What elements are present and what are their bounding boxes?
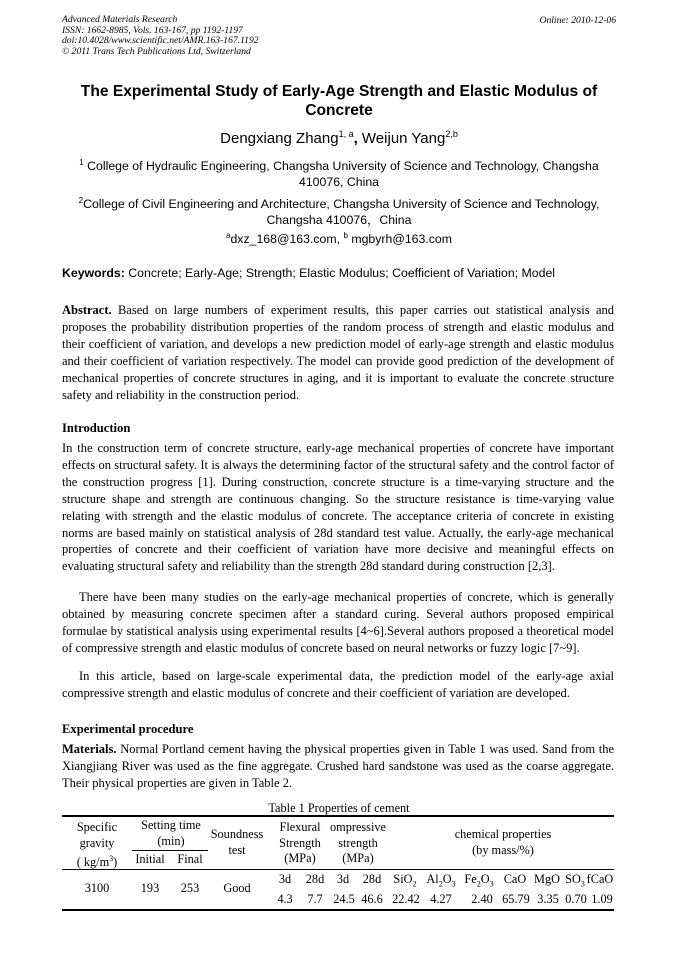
materials-text: Normal Portland cement having the physical properties given in Table 1 was used. Sand from the Xiangjiang River was used as the fine aggregate. Crushed hard sandstone was used as the coarse aggregate. Their physical properties are given in Table 2. <box>62 742 615 790</box>
introduction-paragraph-1: In the construction term of concrete structure, early-age mechanical properties of concrete have important effects on structural safety. It is always the determining factor of the structural safety and the control factor of the construction progress [1]. During construction, concrete structure is a time-varying structure and the structure shape and strength are continuous changing. So the structure resistance is time-varying value relating with strength and the elastic modulus of concrete. The acceptance criteria of concrete in existing norms are based mainly on statistical analysis of 28d standard test value. Actually, the early-age mechanical properties of concrete and their coefficient of variation have more decisive and meaningful effects on evaluating structural safety and reliability than the strength 28d standard during construction [2,3]. <box>62 441 614 574</box>
header-soundness-line-2: test <box>228 842 246 857</box>
table-header-rule <box>62 869 614 870</box>
setting-time-rule <box>132 850 208 851</box>
sio2-sub: 2 <box>412 879 417 889</box>
flex-28d-label: 28d <box>305 872 325 886</box>
chem-cao-label: CaO <box>503 872 527 886</box>
abstract-text: Based on large numbers of experiment results, this paper carries out statistical analysis and proposes the probability distribution properties of the random process of strength and elastic modulus and their coefficient of variation, and develops a new prediction model of early-age strength and elastic modulus and their coefficient of variation respectively. The model can provide good prediction of the development of mechanical properties of concrete structures in aging, and it is important to evaluate the concrete structure safety and reliability in the construction period. <box>62 303 614 402</box>
author-2-sup: 2,b <box>445 129 458 139</box>
email-b-sup: b <box>343 231 348 240</box>
affiliation-1-text: College of Hydraulic Engineering, Changsha University of Science and Technology, Changsha 410076, China <box>87 159 599 190</box>
value-specific-gravity: 3100 <box>84 881 110 895</box>
header-flexural-line-1: Flexural <box>279 820 321 834</box>
chem-sio2-label <box>388 872 422 892</box>
materials-label: Materials. <box>62 742 117 756</box>
value-fcao: 1.09 <box>591 892 613 906</box>
value-fe2o3: 2.40 <box>471 892 493 906</box>
value-comp-3d: 24.5 <box>333 892 355 906</box>
email-line <box>62 231 616 246</box>
table-1 <box>62 815 614 911</box>
comp-3d-label: 3d <box>336 872 350 886</box>
header-chemical-line-2: (by mass/%) <box>472 842 534 857</box>
keywords-label: Keywords: <box>62 266 125 280</box>
value-flex-28d: 7.7 <box>307 892 323 906</box>
header-setting-line-1: Setting time <box>141 818 201 832</box>
journal-name: Advanced Materials Research <box>62 14 178 25</box>
comp-28d-label: 28d <box>362 872 382 886</box>
affiliation-2-sup: 2 <box>78 196 84 205</box>
introduction-heading: Introduction <box>62 421 131 435</box>
header-flexural-line-2: Strength <box>279 835 321 850</box>
header-compressive-line-2: strength <box>338 835 378 850</box>
abstract-label: Abstract. <box>62 303 112 317</box>
header-specific-gravity <box>66 820 128 871</box>
table-1-caption: Table 1 Properties of cement <box>268 801 410 815</box>
unit-pre: ( kg/m <box>76 855 110 870</box>
value-final: 253 <box>180 881 200 895</box>
online-date: Online: 2010-12-06 <box>539 15 616 26</box>
header-specific-line-1: Specific <box>76 820 118 834</box>
value-so3: 0.70 <box>565 892 587 906</box>
fe2o3-sub: 2 <box>476 879 481 889</box>
chem-fe2o3-label <box>460 872 498 892</box>
introduction-paragraph-2: There have been many studies on the early-age mechanical properties of concrete, which is generally obtained by measuring concrete specimen after a standard curing. Several authors proposed empirical formulae by statistical analysis using experimental results [4~6].Several authors proposed a theoretical model of compressive strength and elastic modulus of concrete based on neural networks or fuzzy logic [7~9]. <box>62 590 614 655</box>
header-soundness-line-1: Soundness <box>210 827 264 841</box>
issn-line: ISSN: 1662-8985, Vols. 163-167, pp 1192-1197 <box>62 24 243 36</box>
header-compressive <box>328 820 388 867</box>
header-chemical <box>392 827 614 858</box>
doi-line: doi:10.4028/www.scientific.net/AMR.163-167.1192 <box>62 35 259 47</box>
value-al2o3: 4.27 <box>430 892 452 906</box>
unit-sup: 3 <box>109 854 114 863</box>
header-setting-line-2: (min) <box>157 833 185 848</box>
header-specific-line-2: gravity <box>79 835 115 850</box>
value-comp-28d: 46.6 <box>361 892 383 906</box>
materials-paragraph <box>62 741 614 792</box>
copyright-line: © 2011 Trans Tech Publications Ltd, Switzerland <box>62 45 251 57</box>
chem-mgo-label: MgO <box>534 872 560 886</box>
table-top-rule <box>62 815 614 817</box>
so3-sub: 3 <box>580 879 585 889</box>
author-line <box>62 129 616 147</box>
affiliation-1-sup: 1 <box>79 158 84 167</box>
value-sio2: 22.42 <box>392 892 420 906</box>
author-1-sup: 1, a <box>338 129 354 139</box>
chem-fcao-label: fCaO <box>586 872 614 886</box>
header-initial: Initial <box>135 852 165 866</box>
keywords-text: Concrete; Early-Age; Strength; Elastic Modulus; Coefficient of Variation; Model <box>128 266 556 280</box>
value-cao: 65.79 <box>502 892 530 906</box>
author-1: Dengxiang Zhang <box>220 130 339 147</box>
experimental-heading: Experimental procedure <box>62 722 194 736</box>
al2o3-sub: 2 <box>438 879 443 889</box>
value-flex-3d: 4.3 <box>277 892 293 906</box>
flex-3d-label: 3d <box>278 872 292 886</box>
header-compressive-line-3: (MPa) <box>342 851 374 865</box>
email-b[interactable]: mgbyrh@163.com <box>351 232 452 247</box>
header-final: Final <box>177 852 203 866</box>
introduction-paragraph-3: In this article, based on large-scale experimental data, the prediction model of the early-age axial compressive strength and elastic modulus of concrete and their coefficient of variation are developed. <box>62 669 614 700</box>
fe2o3-mid: O <box>480 872 490 886</box>
fe2o3-sub2: 3 <box>489 879 494 889</box>
al2o3-pre: Al <box>426 872 439 886</box>
keywords-line <box>62 266 616 280</box>
paper-title: The Experimental Study of Early-Age Strength and Elastic Modulus of Concrete <box>80 83 598 119</box>
email-a-sup: a <box>226 231 231 240</box>
unit-post: ) <box>113 855 118 870</box>
so3-pre: SO <box>565 872 581 886</box>
header-setting-time <box>132 818 210 849</box>
journal-header <box>62 15 259 57</box>
affiliation-2 <box>62 193 616 228</box>
fe2o3-pre: Fe <box>464 872 477 886</box>
header-flexural-line-3: (MPa) <box>284 851 316 865</box>
value-soundness: Good <box>223 881 251 895</box>
author-separator: , <box>353 130 358 147</box>
affiliation-1 <box>62 155 616 190</box>
al2o3-mid: O <box>442 872 452 886</box>
value-mgo: 3.35 <box>537 892 559 906</box>
header-chemical-line-1: chemical properties <box>454 827 552 841</box>
chem-al2o3-label <box>422 872 460 892</box>
header-compressive-line-1: ompressive <box>329 820 386 834</box>
value-initial: 193 <box>140 881 160 895</box>
header-flexural <box>272 820 328 867</box>
header-specific-unit <box>66 851 128 871</box>
sio2-pre: SiO <box>393 872 413 886</box>
email-a[interactable]: dxz_168@163.com, <box>230 232 341 247</box>
header-soundness <box>206 827 268 858</box>
author-2: Weijun Yang <box>361 130 446 147</box>
table-bottom-rule <box>62 909 614 911</box>
abstract <box>62 302 614 403</box>
affiliation-2-text: College of Civil Engineering and Architecture, Changsha University of Science and Technology, Changsha 410076，China <box>83 197 600 228</box>
al2o3-sub2: 3 <box>451 879 456 889</box>
